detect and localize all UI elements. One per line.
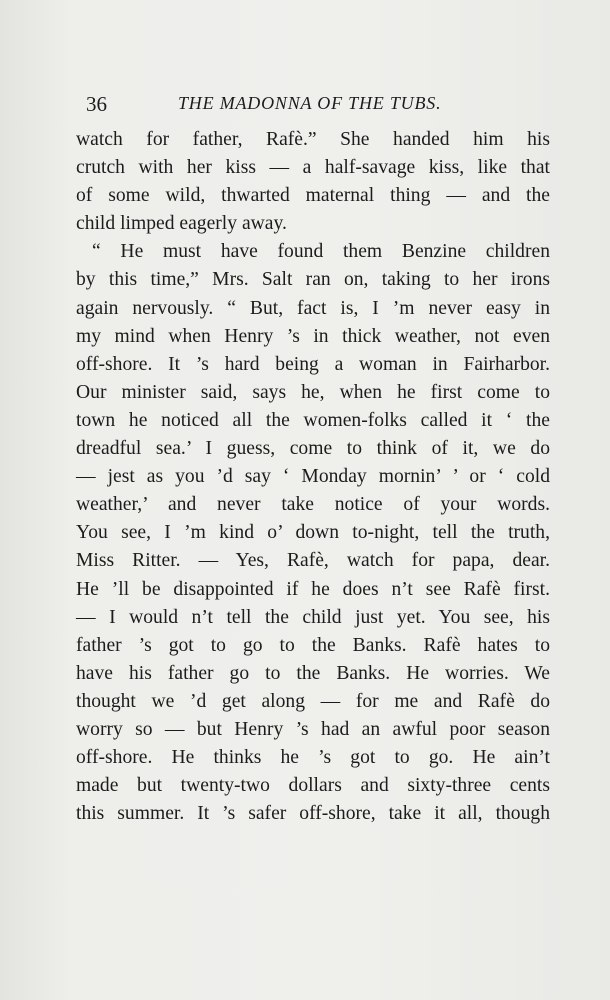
- text-line: — jest as you ’d say ‘ Monday mornin’ ’ or ‘ cold: [76, 466, 550, 488]
- text-line: by this time,” Mrs. Salt ran on, taking to her irons: [76, 269, 550, 291]
- text-line: made but twenty-two dollars and sixty-three cents: [76, 775, 550, 797]
- text-line: of some wild, thwarted maternal thing — and the: [76, 185, 550, 207]
- body-text: [76, 126, 550, 828]
- text-line: town he noticed all the women-folks called it ‘ the: [76, 409, 550, 431]
- text-line: worry so — but Henry ’s had an awful poor season: [76, 718, 550, 740]
- text-line: off-shore. It ’s hard being a woman in Fairharbor.: [76, 353, 550, 375]
- text-line: my mind when Henry ’s in thick weather, not even: [76, 325, 550, 347]
- text-line: Miss Ritter. — Yes, Rafè, watch for papa, dear.: [76, 550, 550, 572]
- page-number: 36: [86, 92, 107, 116]
- text-line: You see, I ’m kind o’ down to-night, tell the truth,: [76, 522, 550, 544]
- text-line: have his father go to the Banks. He worries. We: [76, 662, 550, 684]
- text-line: — I would n’t tell the child just yet. You see, his: [76, 606, 550, 628]
- text-line: thought we ’d get along — for me and Rafè do: [76, 690, 550, 712]
- running-title: THE MADONNA OF THE TUBS.: [178, 93, 442, 113]
- text-line: dreadful sea.’ I guess, come to think of it, we do: [76, 438, 550, 460]
- text-line: again nervously. “ But, fact is, I ’m never easy in: [76, 297, 550, 319]
- text-line: child limped eagerly away.: [76, 213, 287, 235]
- text-line: this summer. It ’s safer off-shore, take it all, though: [76, 803, 550, 825]
- text-line: Our minister said, says he, when he first come to: [76, 381, 550, 403]
- text-line: watch for father, Rafè.” She handed him his: [76, 129, 550, 150]
- paragraph-first-line: “ He must have found them Benzine children: [92, 241, 550, 263]
- text-line: He ’ll be disappointed if he does n’t see Rafè first.: [76, 578, 550, 600]
- page-header: [86, 92, 504, 118]
- text-line: crutch with her kiss — a half-savage kiss, like that: [76, 157, 550, 179]
- text-line: off-shore. He thinks he ’s got to go. He ain’t: [76, 747, 550, 769]
- text-line: weather,’ and never take notice of your words.: [76, 494, 550, 516]
- text-line: father ’s got to go to the Banks. Rafè hates to: [76, 634, 550, 656]
